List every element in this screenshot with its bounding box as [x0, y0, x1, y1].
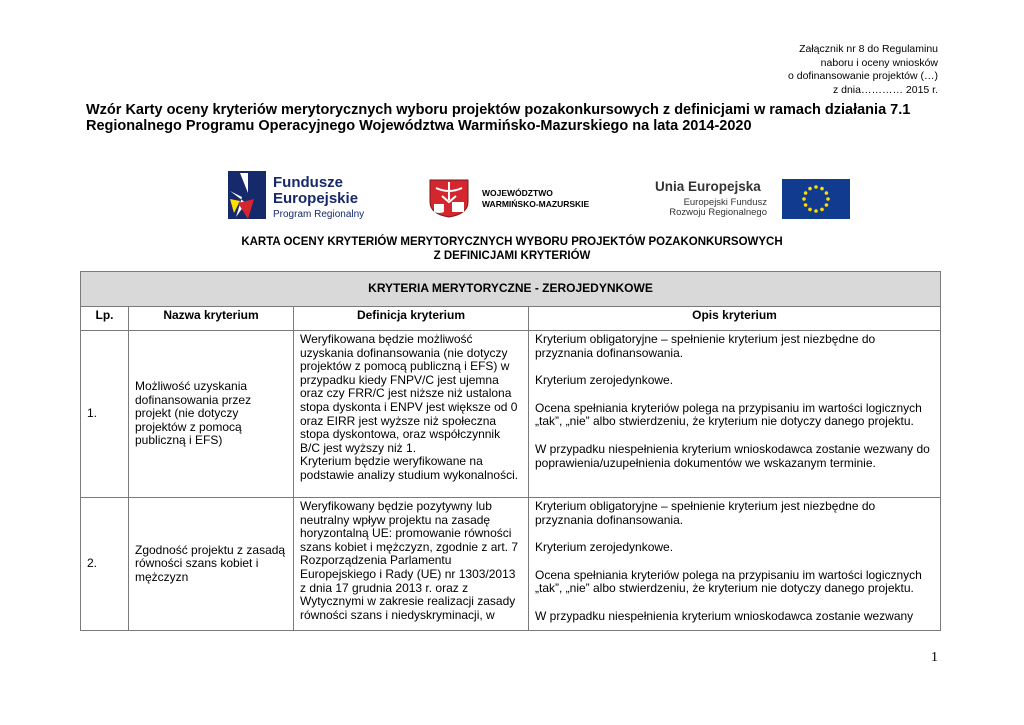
card-title	[0, 236, 1024, 263]
fe-line1: Fundusze	[273, 174, 343, 191]
warmia-mazury-logo	[428, 178, 618, 218]
definition-text: Weryfikowany będzie pozytywny lub neutralny wpływ projektu na zasadę horyzontalną UE: promowanie równości szans kobiet i mężczyzn, zgodnie z art. 7 Rozporządzenia Parlamentu Europejskiego i Rady (UE) nr 1303/2013 z dnia 17 grudnia 2013 r. oraz z Wytycznymi w zakresie realizacji zasady równości szans i niedyskryminacji, w	[300, 499, 519, 622]
page-number: 1	[931, 650, 938, 665]
annex-note	[788, 43, 938, 97]
row-name: Zgodność projektu z zasadą równości szans kobiet i mężczyzn	[129, 498, 294, 631]
header-definition: Definicja kryterium	[294, 307, 529, 331]
wm-line2: WARMIŃSKO-MAZURSKIE	[482, 199, 590, 209]
description-paragraph: Kryterium obligatoryjne – spełnienie kryterium jest niezbędne do przyznania dofinansowania.	[535, 332, 876, 360]
card-title-line2: Z DEFINICJAMI KRYTERIÓW	[433, 249, 591, 262]
description-paragraph: W przypadku niespełnienia kryterium wnioskodawca zostanie wezwany	[535, 608, 914, 623]
table-header-row	[81, 307, 941, 331]
fe-star-icon	[226, 169, 268, 221]
header-description: Opis kryterium	[529, 307, 941, 331]
annex-line: naboru i oceny wniosków	[820, 56, 938, 69]
wm-line1: WOJEWÓDZTWO	[482, 188, 553, 198]
ue-line2: Europejski Fundusz	[683, 197, 767, 208]
description-paragraph: Kryterium zerojedynkowe.	[535, 540, 674, 555]
header-name: Nazwa kryterium	[129, 307, 294, 331]
description-paragraph: Ocena spełniania kryteriów polega na przypisaniu im wartości logicznych „tak”, „nie” albo stwierdzeniu, że kryterium nie dotyczy danego projektu.	[535, 567, 922, 596]
description-paragraph: Kryterium zerojedynkowe.	[535, 373, 674, 388]
definition-text-2: Kryterium będzie weryfikowane na podstawie analizy studium wykonalności.	[300, 454, 519, 482]
header-lp: Lp.	[81, 307, 129, 331]
row-description	[529, 498, 941, 631]
fe-line2: Europejskie	[273, 190, 359, 207]
row-definition	[294, 498, 529, 631]
row-name: Możliwość uzyskania dofinansowania przez projekt (nie dotyczy projektów z pomocą publiczną i EFS)	[129, 331, 294, 498]
definition-text: Weryfikowana będzie możliwość uzyskania dofinansowania (nie dotyczy projektów z pomocą publiczną i EFS) w przypadku kiedy FNPV/C jest ujemna oraz czy FRR/C jest niższe niż ustalona stopa dyskonta i ENPV jest większe od 0 oraz EIRR jest wyższe niż społeczna stopa dyskontowa, oraz współczynnik B/C jest wyższy niż 1.	[300, 332, 518, 455]
description-paragraph: Kryterium obligatoryjne – spełnienie kryterium jest niezbędne do przyznania dofinansowania.	[535, 499, 876, 527]
row-lp: 2.	[81, 498, 129, 631]
row-lp: 1.	[81, 331, 129, 498]
fe-line3: Program Regionalny	[273, 209, 365, 220]
eu-flag-icon	[782, 179, 850, 219]
ue-line3: Rozwoju Regionalnego	[669, 207, 767, 218]
description-paragraph: Ocena spełniania kryteriów polega na przypisaniu im wartości logicznych „tak”, „nie” albo stwierdzeniu, że kryterium nie dotyczy danego projektu.	[535, 400, 922, 429]
table-row	[81, 498, 941, 631]
table-row	[81, 331, 941, 498]
row-description	[529, 331, 941, 498]
annex-line: Załącznik nr 8 do Regulaminu	[799, 43, 938, 55]
card-title-line1: KARTA OCENY KRYTERIÓW MERYTORYCZNYCH WYBORU PROJEKTÓW POZAKONKURSOWYCH	[241, 236, 783, 248]
ue-line1: Unia Europejska	[655, 179, 761, 194]
coat-of-arms-icon	[428, 178, 470, 218]
document-title: Wzór Karty oceny kryteriów merytorycznych wyboru projektów pozakonkursowych z definicjami w ramach działania 7.1 Regionalnego Programu Operacyjnego Województwa Warmińsko-Mazurskiego na lata 2014-2020	[86, 102, 911, 134]
criteria-table	[80, 271, 941, 631]
logos-strip	[0, 165, 1024, 225]
description-paragraph: W przypadku niespełnienia kryterium wnioskodawca zostanie wezwany do poprawienia/uzupełnienia dokumentów we wskazanym terminie.	[535, 441, 930, 470]
annex-line: z dnia………… 2015 r.	[832, 83, 938, 96]
row-definition	[294, 331, 529, 498]
section-header: KRYTERIA MERYTORYCZNE - ZEROJEDYNKOWE	[81, 272, 941, 307]
annex-line: o dofinansowanie projektów (…)	[788, 70, 938, 82]
fundusze-europejskie-logo	[226, 169, 386, 221]
